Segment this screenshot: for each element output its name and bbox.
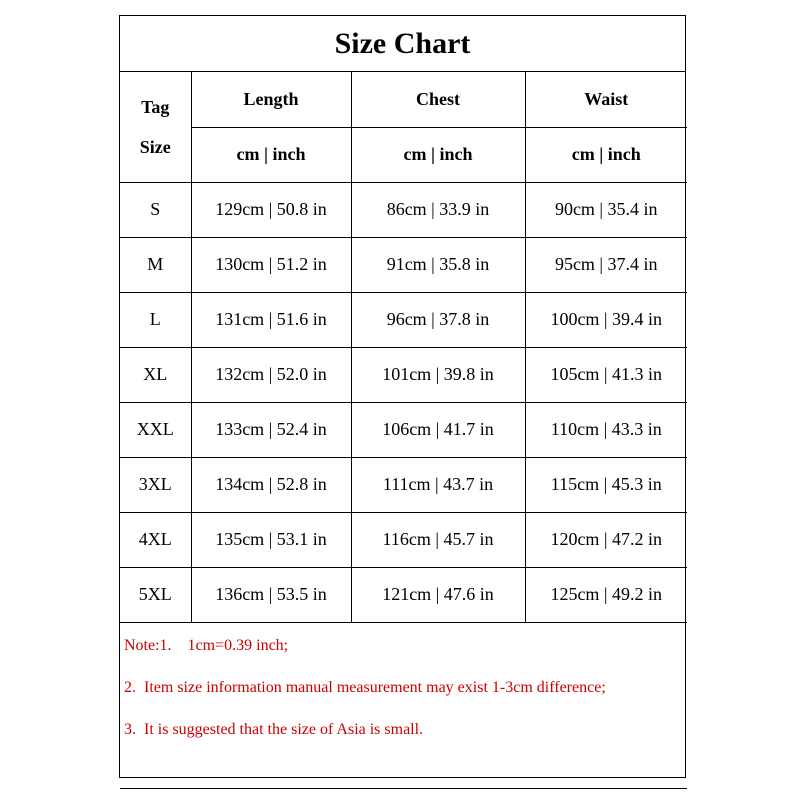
column-header-waist: Waist <box>525 72 687 127</box>
size-cell: 4XL <box>120 512 191 567</box>
table-row <box>120 237 687 292</box>
size-cell: 3XL <box>120 457 191 512</box>
chest-cell: 96cm | 37.8 in <box>351 292 525 347</box>
table-row <box>120 567 687 622</box>
chart-title: Size Chart <box>120 16 685 72</box>
table-row <box>120 347 687 402</box>
length-cell: 135cm | 53.1 in <box>191 512 351 567</box>
size-cell: L <box>120 292 191 347</box>
length-cell: 129cm | 50.8 in <box>191 182 351 237</box>
column-header-length: Length <box>191 72 351 127</box>
note-1: Note:1. 1cm=0.39 inch; <box>124 636 289 654</box>
column-header-chest: Chest <box>351 72 525 127</box>
size-cell: XL <box>120 347 191 402</box>
chest-cell: 121cm | 47.6 in <box>351 567 525 622</box>
length-cell: 134cm | 52.8 in <box>191 457 351 512</box>
size-cell: M <box>120 237 191 292</box>
unit-chest: cm | inch <box>351 127 525 182</box>
table-row <box>120 457 687 512</box>
waist-cell: 125cm | 49.2 in <box>525 567 687 622</box>
length-cell: 132cm | 52.0 in <box>191 347 351 402</box>
waist-cell: 110cm | 43.3 in <box>525 402 687 457</box>
chest-cell: 116cm | 45.7 in <box>351 512 525 567</box>
waist-cell: 105cm | 41.3 in <box>525 347 687 402</box>
size-cell: 5XL <box>120 567 191 622</box>
chest-cell: 86cm | 33.9 in <box>351 182 525 237</box>
waist-cell: 100cm | 39.4 in <box>525 292 687 347</box>
tag-size-line1: Tag <box>141 96 170 117</box>
note-3: 3. It is suggested that the size of Asia is small. <box>124 720 424 738</box>
waist-cell: 115cm | 45.3 in <box>525 457 687 512</box>
waist-cell: 95cm | 37.4 in <box>525 237 687 292</box>
tag-size-line2: Size <box>139 136 171 157</box>
waist-cell: 90cm | 35.4 in <box>525 182 687 237</box>
table-row <box>120 292 687 347</box>
length-cell: 130cm | 51.2 in <box>191 237 351 292</box>
size-rows <box>120 182 687 622</box>
notes-cell <box>120 622 687 788</box>
chest-cell: 106cm | 41.7 in <box>351 402 525 457</box>
header-row <box>120 72 687 127</box>
size-cell: S <box>120 182 191 237</box>
units-row <box>120 127 687 182</box>
note-2: 2. Item size information manual measurement may exist 1-3cm difference; <box>124 678 606 696</box>
size-cell: XXL <box>120 402 191 457</box>
table-row <box>120 512 687 567</box>
unit-waist: cm | inch <box>525 127 687 182</box>
length-cell: 136cm | 53.5 in <box>191 567 351 622</box>
tag-size-header <box>120 72 191 182</box>
length-cell: 133cm | 52.4 in <box>191 402 351 457</box>
chest-cell: 111cm | 43.7 in <box>351 457 525 512</box>
notes-row <box>120 622 687 788</box>
unit-length: cm | inch <box>191 127 351 182</box>
table-row <box>120 182 687 237</box>
size-table <box>120 72 687 789</box>
chest-cell: 91cm | 35.8 in <box>351 237 525 292</box>
chest-cell: 101cm | 39.8 in <box>351 347 525 402</box>
table-row <box>120 402 687 457</box>
length-cell: 131cm | 51.6 in <box>191 292 351 347</box>
waist-cell: 120cm | 47.2 in <box>525 512 687 567</box>
size-chart <box>119 15 686 778</box>
